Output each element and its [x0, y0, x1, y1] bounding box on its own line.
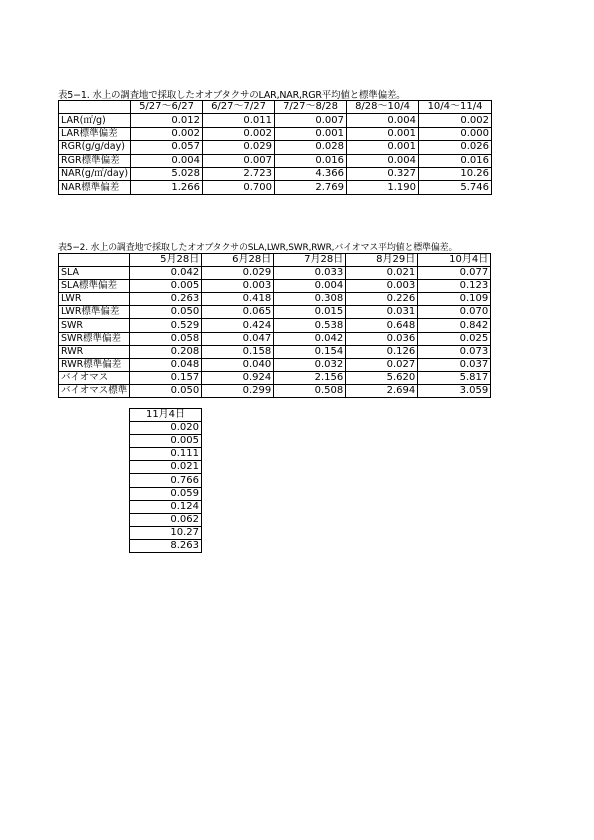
data-cell: 0.208 — [130, 345, 202, 358]
table1-caption: 表5−1. 水上の調査地で採取したオオブタクサのLAR,NAR,RGR平均値と標準偏差。 — [58, 90, 406, 101]
table-row — [59, 371, 491, 384]
data-cell: 0.002 — [131, 127, 203, 140]
data-cell: 0.050 — [130, 384, 202, 397]
data-cell: 0.327 — [347, 167, 419, 180]
data-cell: 0.070 — [418, 306, 491, 319]
column-header: 5月28日 — [130, 254, 202, 267]
data-cell: 8.263 — [130, 539, 202, 552]
table-row — [130, 487, 202, 500]
header-row — [59, 101, 492, 114]
data-cell: 4.366 — [275, 167, 347, 180]
data-cell: 0.026 — [419, 141, 492, 154]
header-row — [59, 254, 491, 267]
data-cell: 2.723 — [203, 167, 275, 180]
data-cell: 5.746 — [419, 181, 492, 194]
data-cell: 0.001 — [347, 141, 419, 154]
column-header: 7/27〜8/28 — [275, 101, 347, 114]
data-cell: 0.036 — [346, 332, 418, 345]
data-cell: 0.109 — [418, 293, 491, 306]
data-cell: 0.020 — [130, 422, 202, 435]
data-cell: 0.028 — [275, 141, 347, 154]
table-row — [59, 293, 491, 306]
data-cell: 0.299 — [202, 384, 274, 397]
data-cell: 0.424 — [202, 319, 274, 332]
table2-caption: 表5−2. 水上の調査地で採取したオオブタクサのSLA,LWR,SWR,RWR,バイオマス平均値と標準偏差。 — [58, 243, 458, 253]
data-cell: 10.27 — [130, 526, 202, 539]
row-label: SLA標準偏差 — [59, 280, 130, 293]
data-cell: 0.007 — [203, 154, 275, 167]
row-label: バイオマス標準 — [59, 384, 130, 397]
data-cell: 5.620 — [346, 371, 418, 384]
data-cell: 0.040 — [202, 358, 274, 371]
data-cell: 0.924 — [202, 371, 274, 384]
row-label: RGR標準偏差 — [59, 154, 131, 167]
table-row — [130, 513, 202, 526]
data-cell: 5.817 — [418, 371, 491, 384]
column-header: 11月4日 — [130, 409, 202, 422]
data-cell: 0.003 — [202, 280, 274, 293]
data-cell: 2.769 — [275, 181, 347, 194]
column-header: 8/28〜10/4 — [347, 101, 419, 114]
table-sla-lwr-swr-rwr-biomass — [58, 253, 491, 398]
data-cell: 0.002 — [419, 114, 492, 127]
data-cell: 0.123 — [418, 280, 491, 293]
table-row — [130, 526, 202, 539]
data-cell: 10.26 — [419, 167, 492, 180]
data-cell: 3.059 — [418, 384, 491, 397]
data-cell: 1.190 — [347, 181, 419, 194]
table-row — [130, 422, 202, 435]
data-cell: 0.124 — [130, 500, 202, 513]
table-row — [130, 435, 202, 448]
table-row — [59, 306, 491, 319]
data-cell: 0.766 — [130, 474, 202, 487]
column-header: 10月4日 — [418, 254, 491, 267]
corner-cell — [59, 254, 130, 267]
data-cell: 0.048 — [130, 358, 202, 371]
row-label: NAR標準偏差 — [59, 181, 131, 194]
data-cell: 0.000 — [419, 127, 492, 140]
data-cell: 0.015 — [274, 306, 346, 319]
table-row — [59, 127, 492, 140]
data-cell: 0.059 — [130, 487, 202, 500]
table-row — [59, 114, 492, 127]
column-header: 5/27〜6/27 — [131, 101, 203, 114]
column-header: 8月29日 — [346, 254, 418, 267]
data-cell: 0.508 — [274, 384, 346, 397]
data-cell: 0.042 — [274, 332, 346, 345]
row-label: LWR — [59, 293, 130, 306]
data-cell: 0.158 — [202, 345, 274, 358]
data-cell: 0.007 — [275, 114, 347, 127]
data-cell: 0.016 — [419, 154, 492, 167]
column-header: 7月28日 — [274, 254, 346, 267]
table-lar-nar-rgr — [58, 100, 492, 195]
data-cell: 0.842 — [418, 319, 491, 332]
row-label: LAR(㎡/g) — [59, 114, 131, 127]
data-cell: 0.263 — [130, 293, 202, 306]
data-cell: 0.062 — [130, 513, 202, 526]
table-row — [59, 358, 491, 371]
data-cell: 0.538 — [274, 319, 346, 332]
row-label: SLA — [59, 267, 130, 280]
data-cell: 0.021 — [346, 267, 418, 280]
table-row — [59, 384, 491, 397]
data-cell: 0.021 — [130, 461, 202, 474]
data-cell: 0.126 — [346, 345, 418, 358]
data-cell: 0.648 — [346, 319, 418, 332]
data-cell: 0.111 — [130, 448, 202, 461]
data-cell: 0.418 — [202, 293, 274, 306]
column-header: 6月28日 — [202, 254, 274, 267]
data-cell: 0.004 — [347, 114, 419, 127]
data-cell: 0.016 — [275, 154, 347, 167]
column-header: 6/27〜7/27 — [203, 101, 275, 114]
data-cell: 0.050 — [130, 306, 202, 319]
table-row — [59, 267, 491, 280]
data-cell: 0.029 — [202, 267, 274, 280]
data-cell: 0.073 — [418, 345, 491, 358]
row-label: LAR標準偏差 — [59, 127, 131, 140]
data-cell: 2.156 — [274, 371, 346, 384]
data-cell: 0.308 — [274, 293, 346, 306]
data-cell: 0.011 — [203, 114, 275, 127]
row-label: SWR標準偏差 — [59, 332, 130, 345]
data-cell: 0.037 — [418, 358, 491, 371]
row-label: SWR — [59, 319, 130, 332]
data-cell: 0.005 — [130, 280, 202, 293]
data-cell: 5.028 — [131, 167, 203, 180]
data-cell: 0.027 — [346, 358, 418, 371]
table-row — [130, 500, 202, 513]
table-row — [59, 154, 492, 167]
data-cell: 0.065 — [202, 306, 274, 319]
data-cell: 0.157 — [130, 371, 202, 384]
column-header: 10/4〜11/4 — [419, 101, 492, 114]
table-row — [59, 181, 492, 194]
data-cell: 1.266 — [131, 181, 203, 194]
corner-cell — [59, 101, 131, 114]
row-label: RWR — [59, 345, 130, 358]
table-row — [130, 539, 202, 552]
table-nov4-continuation — [129, 408, 202, 553]
data-cell: 0.058 — [130, 332, 202, 345]
data-cell: 0.004 — [347, 154, 419, 167]
table-row — [59, 141, 492, 154]
data-cell: 0.032 — [274, 358, 346, 371]
table-row — [130, 448, 202, 461]
data-cell: 0.529 — [130, 319, 202, 332]
header-row — [130, 409, 202, 422]
data-cell: 0.031 — [346, 306, 418, 319]
data-cell: 2.694 — [346, 384, 418, 397]
table-row — [130, 461, 202, 474]
data-cell: 0.033 — [274, 267, 346, 280]
data-cell: 0.077 — [418, 267, 491, 280]
table-row — [59, 167, 492, 180]
data-cell: 0.042 — [130, 267, 202, 280]
row-label: NAR(g/㎡/day) — [59, 167, 131, 180]
data-cell: 0.029 — [203, 141, 275, 154]
table-row — [59, 280, 491, 293]
table-row — [59, 319, 491, 332]
data-cell: 0.004 — [274, 280, 346, 293]
data-cell: 0.004 — [131, 154, 203, 167]
data-cell: 0.001 — [275, 127, 347, 140]
table-row — [130, 474, 202, 487]
data-cell: 0.226 — [346, 293, 418, 306]
data-cell: 0.012 — [131, 114, 203, 127]
data-cell: 0.001 — [347, 127, 419, 140]
table-row — [59, 345, 491, 358]
row-label: RWR標準偏差 — [59, 358, 130, 371]
data-cell: 0.002 — [203, 127, 275, 140]
data-cell: 0.047 — [202, 332, 274, 345]
data-cell: 0.003 — [346, 280, 418, 293]
row-label: バイオマス — [59, 371, 130, 384]
data-cell: 0.025 — [418, 332, 491, 345]
data-cell: 0.154 — [274, 345, 346, 358]
table-row — [59, 332, 491, 345]
row-label: LWR標準偏差 — [59, 306, 130, 319]
row-label: RGR(g/g/day) — [59, 141, 131, 154]
data-cell: 0.057 — [131, 141, 203, 154]
data-cell: 0.700 — [203, 181, 275, 194]
data-cell: 0.005 — [130, 435, 202, 448]
